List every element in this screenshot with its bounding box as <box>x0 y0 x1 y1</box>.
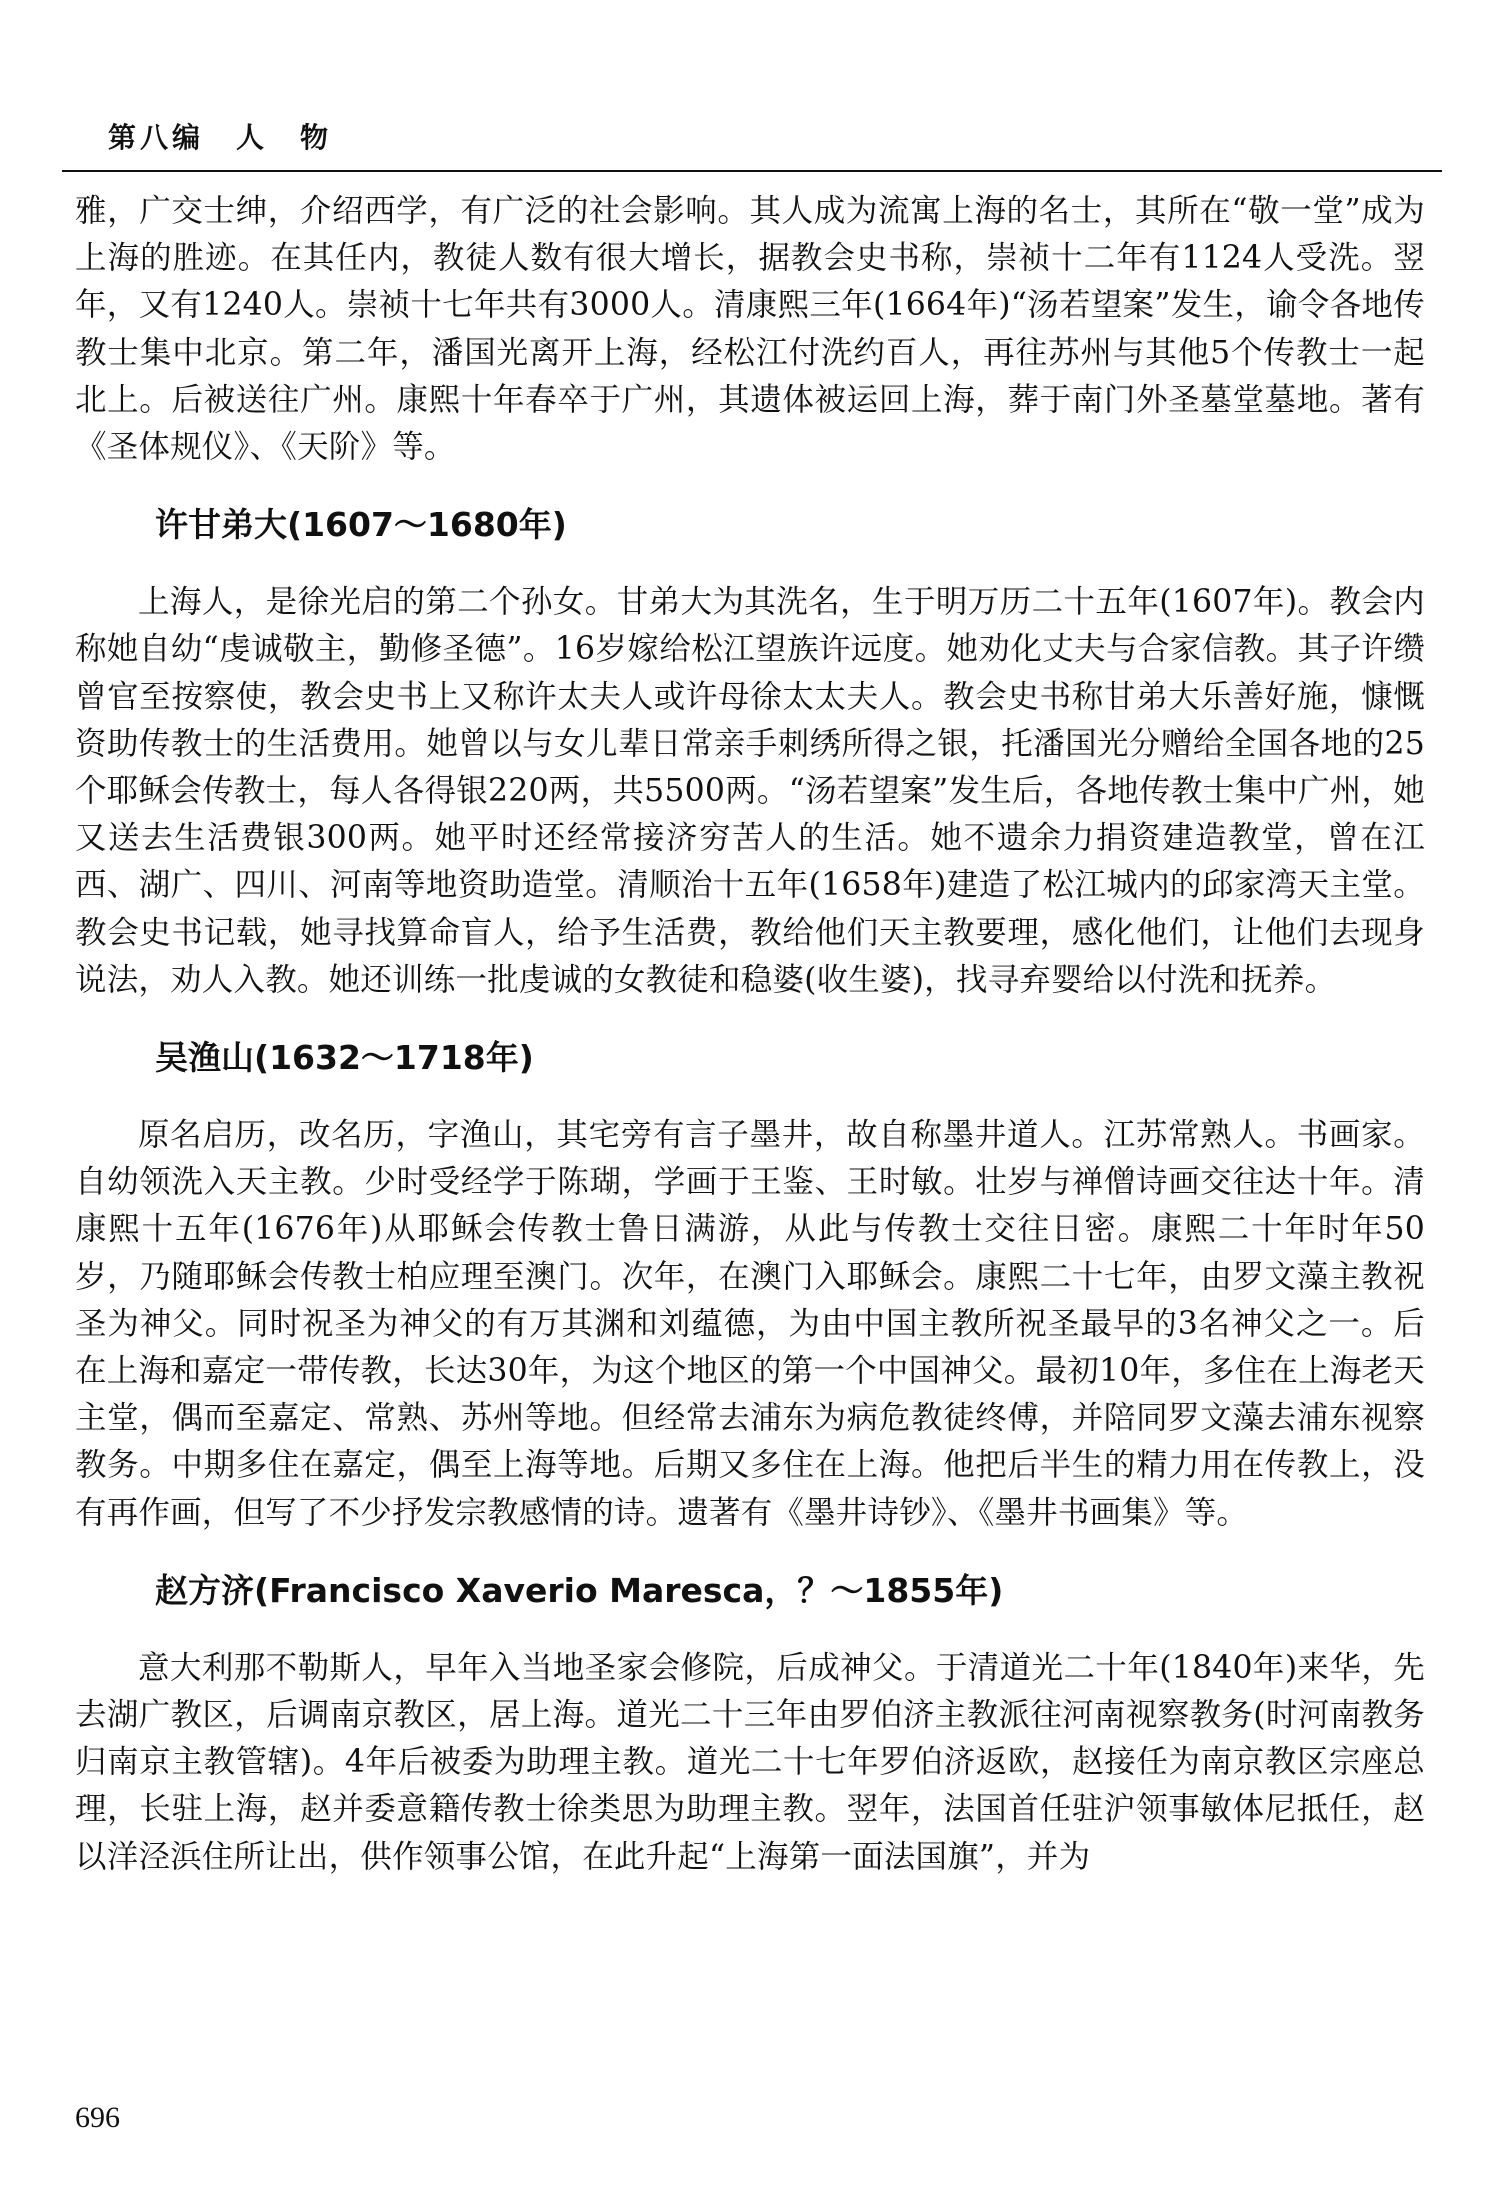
paragraph-zhao-fangji: 意大利那不勒斯人，早年入当地圣家会修院，后成神父。于清道光二十年(1840年)来华，先去湖广教区，后调南京教区，居上海。道光二十三年由罗伯济主教派往河南视察教务(时河南教务归南京主教管辖)。4年后被委为助理主教。道光二十七年罗伯济返欧，赵接任为南京教区宗座总理，长驻上海，赵并委意籍传教士徐类思为助理主教。翌年，法国首任驻沪领事敏体尼抵任，赵以洋泾浜住所让出，供作领事公馆，在此升起“上海第一面法国旗”，并为 <box>75 1649 1425 1875</box>
page-header <box>62 118 1442 172</box>
chapter-title: 第八编 人 物 <box>108 121 333 154</box>
paragraph-xu-gandida: 上海人，是徐光启的第二个孙女。甘弟大为其洗名，生于明万历二十五年(1607年)。教会内称她自幼“虔诚敬主，勤修圣德”。16岁嫁给松江望族许远度。她劝化丈夫与合家信教。其子许缵曾官至按察使，教会史书上又称许太夫人或许母徐太太夫人。教会史书称甘弟大乐善好施，慷慨资助传教士的生活费用。她曾以与女儿辈日常亲手刺绣所得之银，托潘国光分赠给全国各地的25个耶稣会传教士，每人各得银220两，共5500两。“汤若望案”发生后，各地传教士集中广州，她又送去生活费银300两。她平时还经常接济穷苦人的生活。她不遗余力捐资建造教堂，曾在江西、湖广、四川、河南等地资助造堂。清顺治十五年(1658年)建造了松江城内的邱家湾天主堂。教会史书记载，她寻找算命盲人，给予生活费，教给他们天主教要理，感化他们，让他们去现身说法，劝人入教。她还训练一批虔诚的女教徒和稳婆(收生婆)，找寻弃婴给以付洗和抚养。 <box>75 584 1425 998</box>
entry-heading-zhao-fangji: 赵方济(Francisco Xaverio Maresca，？～1855年) <box>155 1570 1004 1610</box>
entry-heading-wu-yushan: 吴渔山(1632～1718年) <box>155 1038 534 1078</box>
page-number: 696 <box>75 2101 120 2134</box>
paragraph-wu-yushan: 原名启历，改名历，字渔山，其宅旁有言子墨井，故自称墨井道人。江苏常熟人。书画家。自幼领洗入天主教。少时受经学于陈瑚，学画于王鉴、王时敏。壮岁与禅僧诗画交往达十年。清康熙十五年(1676年)从耶稣会传教士鲁日满游，从此与传教士交往日密。康熙二十年时年50岁，乃随耶稣会传教士柏应理至澳门。次年，在澳门入耶稣会。康熙二十七年，由罗文藻主教祝圣为神父。同时祝圣为神父的有万其渊和刘蕴德，为由中国主教所祝圣最早的3名神父之一。后在上海和嘉定一带传教，长达30年，为这个地区的第一个中国神父。最初10年，多住在上海老天主堂，偶而至嘉定、常熟、苏州等地。但经常去浦东为病危教徒终傅，并陪同罗文藻去浦东视察教务。中期多住在嘉定，偶至上海等地。后期又多住在上海。他把后半生的精力用在传教上，没有再作画，但写了不少抒发宗教感情的诗。遗著有《墨井诗钞》、《墨井书画集》等。 <box>75 1117 1425 1531</box>
page-body <box>75 188 1425 1881</box>
entry-heading-xu-gandida: 许甘弟大(1607～1680年) <box>155 505 567 545</box>
paragraph-continued: 雅，广交士绅，介绍西学，有广泛的社会影响。其人成为流寓上海的名士，其所在“敬一堂”成为上海的胜迹。在其任内，教徒人数有很大增长，据教会史书称，崇祯十二年有1124人受洗。翌年，又有1240人。崇祯十七年共有3000人。清康熙三年(1664年)“汤若望案”发生，谕令各地传教士集中北京。第二年，潘国光离开上海，经松江付洗约百人，再往苏州与其他5个传教士一起北上。后被送往广州。康熙十年春卒于广州，其遗体被运回上海，葬于南门外圣墓堂墓地。著有《圣体规仪》、《天阶》等。 <box>75 193 1425 466</box>
